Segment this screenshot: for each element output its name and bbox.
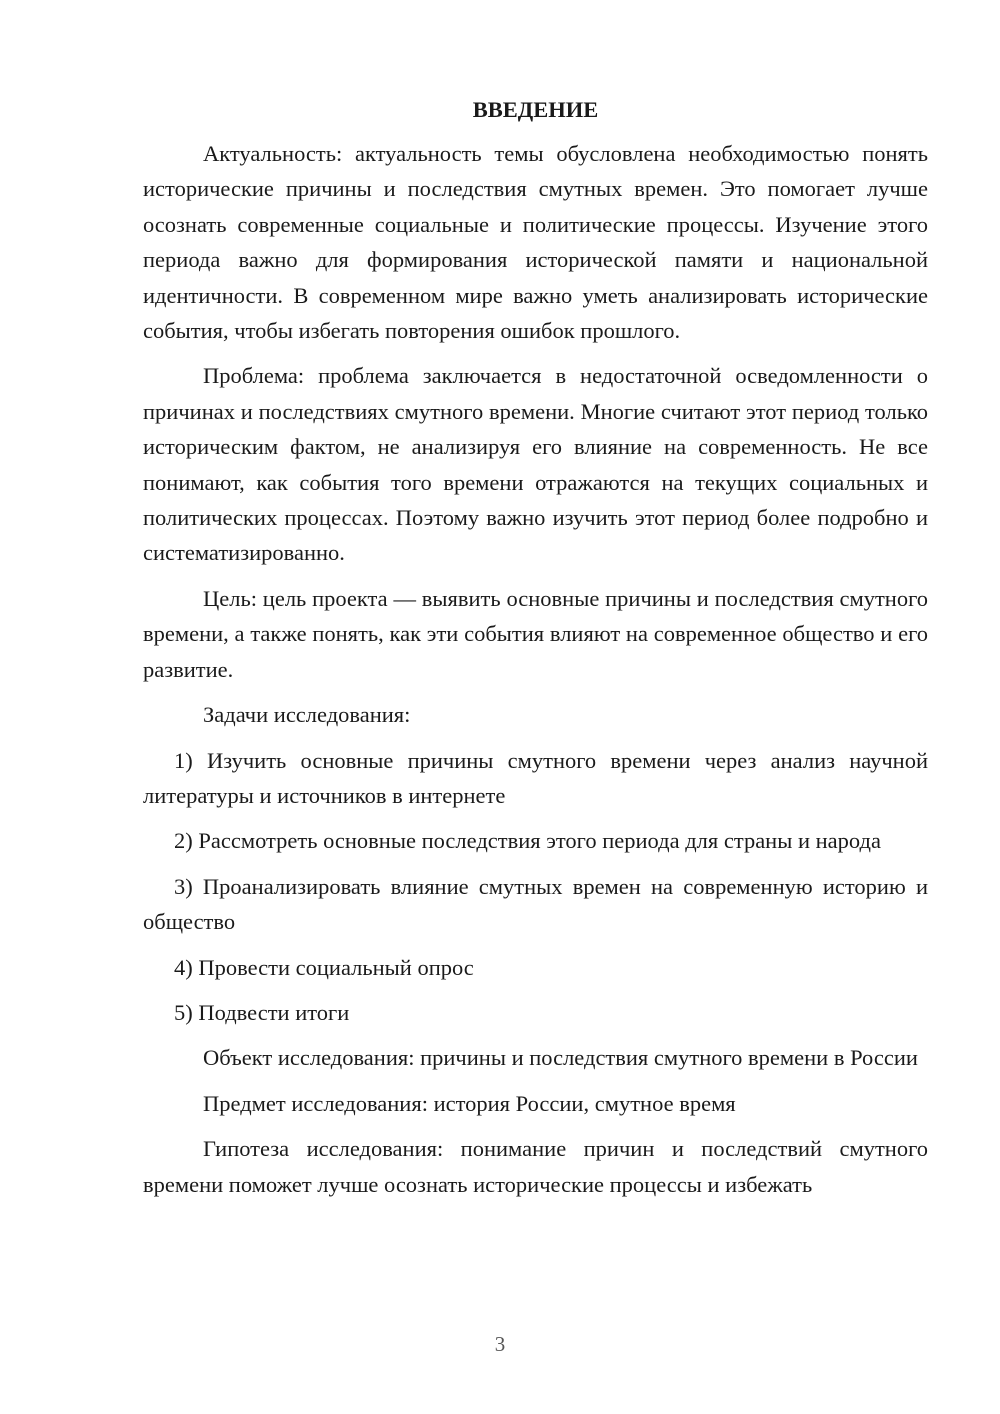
task-item-5: 5) Подвести итоги [174,999,350,1025]
object-paragraph: Объект исследования: причины и последствия смутного времени в России [203,1045,918,1071]
problem-paragraph: Проблема: проблема заключается в недостаточной осведомленности о причинах и последствиях смутного времени. Многие считают этот период только историческим фактом, не анализируя его влияние на современность. Не все понимают, как события того времени отражаются на текущих социальных и политических процессах. Поэтому важно изучить этот период более подробно и систематизированно. [143,363,928,566]
task-item-4: 4) Провести социальный опрос [174,954,474,980]
task-item-1: 1) Изучить основные причины смутного времени через анализ научной литературы и источников в интернете [143,747,928,808]
document-page [143,92,928,1202]
goal-paragraph: Цель: цель проекта — выявить основные причины и последствия смутного времени, а также понять, как эти события влияют на современное общество и его развитие. [143,585,928,682]
page-number: 3 [494,1332,506,1356]
task-item-2: 2) Рассмотреть основные последствия этого периода для страны и народа [174,828,881,854]
section-heading: ВВЕДЕНИЕ [472,97,599,122]
relevance-paragraph: Актуальность: актуальность темы обусловлена необходимостью понять исторические причины и последствия смутных времен. Это помогает лучше осознать современные социальные и политические процессы. Изучение этого периода важно для формирования исторической памяти и национальной идентичности. В современном мире важно уметь анализировать исторические события, чтобы избегать повторения ошибок прошлого. [143,141,928,344]
subject-paragraph: Предмет исследования: история России, смутное время [203,1090,736,1116]
hypothesis-paragraph: Гипотеза исследования: понимание причин и последствий смутного времени поможет лучше осознать исторические процессы и избежать [143,1136,928,1197]
task-item-3: 3) Проанализировать влияние смутных времен на современную историю и общество [143,873,928,935]
tasks-title: Задачи исследования: [203,702,411,728]
